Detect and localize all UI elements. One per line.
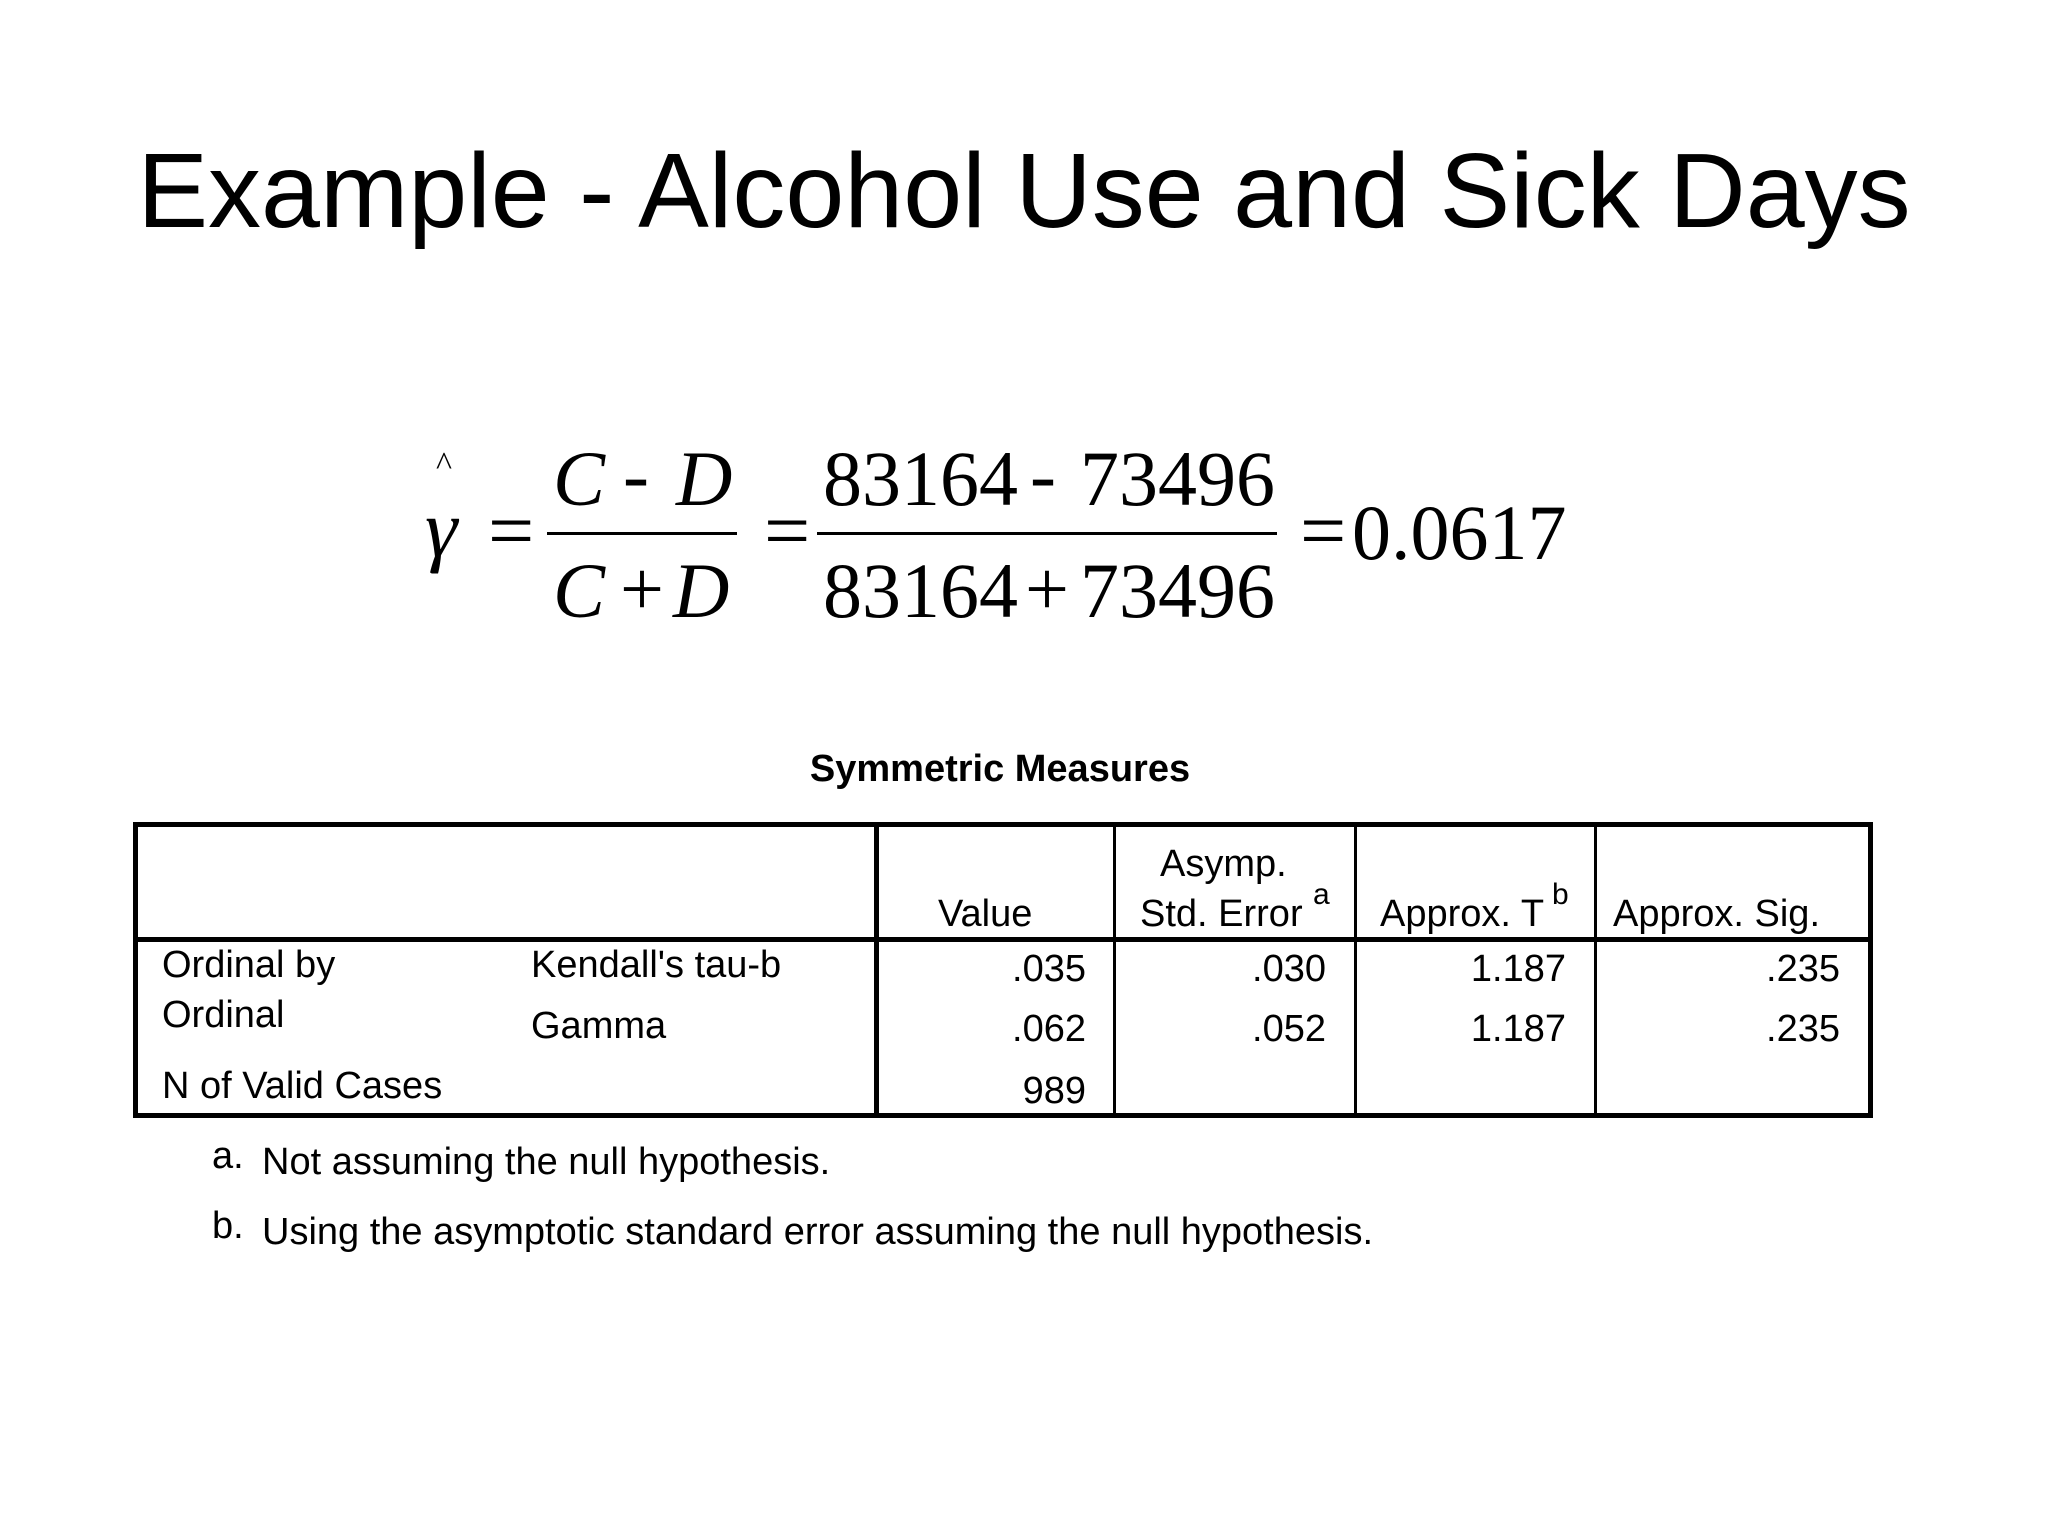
row-t: 1.187	[1470, 948, 1566, 990]
footnote-text: Not assuming the null hypothesis.	[262, 1141, 831, 1183]
row-value: .035	[1012, 948, 1086, 990]
row-ase: .030	[1252, 948, 1326, 990]
frac1-den-d: D	[673, 547, 730, 634]
row-t: 1.187	[1470, 1008, 1566, 1050]
group-label-line2: Ordinal	[162, 994, 285, 1036]
n-valid-cases-label: N of Valid Cases	[162, 1065, 443, 1107]
row-sig: .235	[1766, 1008, 1840, 1050]
equals-sign-1: =	[488, 485, 535, 576]
frac1-den-plus: +	[620, 545, 664, 632]
row-measure: Kendall's tau-b	[531, 944, 782, 986]
hat-symbol: ^	[436, 446, 452, 483]
column-divider-ase	[1113, 826, 1116, 1116]
frac2-num-a: 83164	[823, 435, 1018, 522]
frac2-num-minus: -	[1030, 431, 1056, 518]
slide-title: Example - Alcohol Use and Sick Days	[137, 132, 1911, 250]
row-ase: .052	[1252, 1008, 1326, 1050]
formula-result: 0.0617	[1352, 489, 1567, 576]
header-ase-line2: Std. Error	[1140, 893, 1303, 935]
frac1-num-d: D	[676, 435, 733, 522]
row-measure: Gamma	[531, 1005, 667, 1047]
header-approx-t: Approx. T	[1380, 893, 1545, 935]
frac1-num-c: C	[553, 435, 606, 522]
header-approx-sig: Approx. Sig.	[1613, 893, 1820, 935]
frac2-den-a: 83164	[823, 547, 1018, 634]
footnote-text: Using the asymptotic standard error assuming the null hypothesis.	[262, 1211, 1373, 1253]
row-sig: .235	[1766, 948, 1840, 990]
n-valid-cases-value: 989	[1022, 1070, 1086, 1112]
header-value: Value	[938, 893, 1033, 935]
fraction-bar-1	[547, 532, 737, 535]
table-title: Symmetric Measures	[809, 748, 1191, 790]
frac1-den-c: C	[553, 547, 606, 634]
equals-sign-3: =	[1300, 485, 1347, 576]
equals-sign-2: =	[764, 485, 811, 576]
header-divider	[136, 937, 1870, 942]
footnote-mark: a.	[212, 1135, 244, 1177]
gamma-symbol: γ	[425, 483, 458, 574]
column-divider-sig	[1594, 826, 1597, 1116]
column-divider-t	[1354, 826, 1357, 1116]
header-ase-line1: Asymp.	[1160, 843, 1287, 885]
frac2-den-b: 73496	[1080, 547, 1275, 634]
gamma-formula	[0, 0, 2048, 700]
fraction-bar-2	[817, 532, 1277, 535]
header-approx-t-sup: b	[1552, 878, 1569, 911]
frac1-num-minus: -	[623, 431, 649, 518]
row-value: .062	[1012, 1008, 1086, 1050]
header-ase-sup: a	[1313, 878, 1330, 911]
frac2-den-plus: +	[1025, 545, 1069, 632]
frac2-num-b: 73496	[1080, 435, 1275, 522]
group-label-line1: Ordinal by	[162, 944, 336, 986]
footnote-mark: b.	[212, 1205, 244, 1247]
column-divider-value	[874, 826, 879, 1116]
